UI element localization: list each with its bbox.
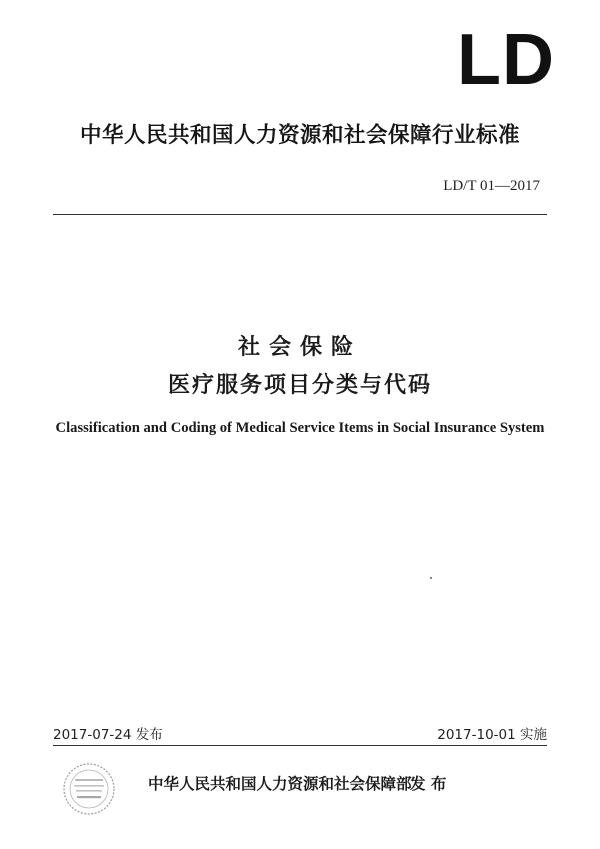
standard-number: LD/T 01—2017 bbox=[443, 178, 540, 194]
industry-standard-heading: 中华人民共和国人力资源和社会保障行业标准 bbox=[79, 123, 520, 148]
document-title-line-1: 社会保险 bbox=[237, 335, 362, 360]
document-title-line-2: 医疗服务项目分类与代码 bbox=[167, 373, 432, 398]
issuing-action: 发 布 bbox=[410, 775, 447, 793]
issuing-authority: 中华人民共和国人力资源和社会保障部 bbox=[148, 775, 412, 793]
issue-date: 2017-07-24 发布 bbox=[53, 727, 163, 743]
standard-logo: LD bbox=[457, 20, 555, 100]
scan-speck bbox=[430, 577, 432, 579]
implementation-date: 2017-10-01 实施 bbox=[437, 727, 547, 743]
top-divider bbox=[53, 214, 547, 215]
seal-icon bbox=[62, 762, 116, 816]
bottom-divider bbox=[53, 745, 547, 746]
document-title-english: Classification and Coding of Medical Service Items in Social Insurance System bbox=[55, 420, 545, 436]
